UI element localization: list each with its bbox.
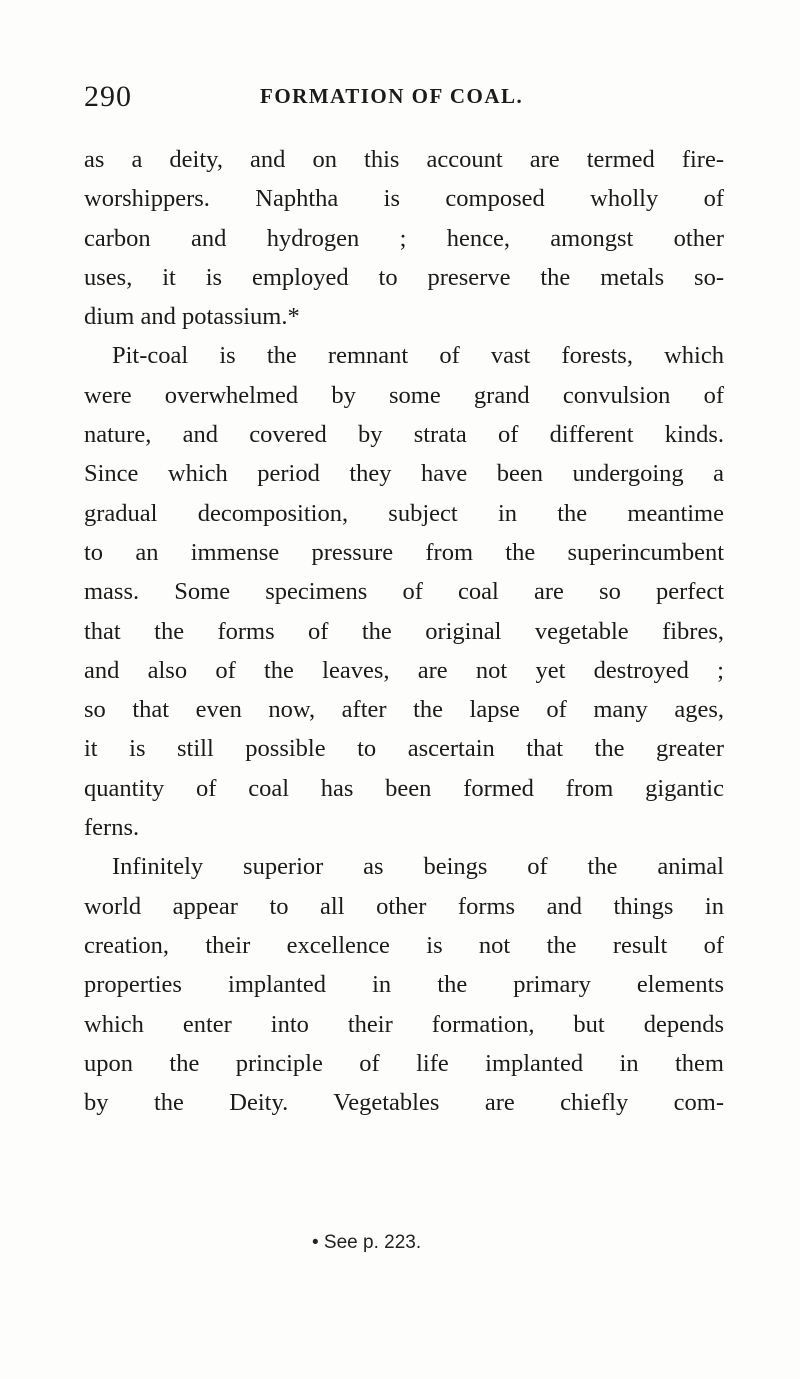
text-line: Since which period they have been undergoing a [84,460,724,488]
page-number: 290 [84,80,132,113]
text-line: ferns. [84,814,140,842]
text-line: and also of the leaves, are not yet destroyed ; [84,656,724,684]
text-line: so that even now, after the lapse of many ages, [84,696,724,724]
text-line: quantity of coal has been formed from gigantic [84,774,724,802]
text-line: dium and potassium.* [84,303,300,331]
text-line: upon the principle of life implanted in them [84,1049,724,1077]
text-line: nature, and covered by strata of different kinds. [84,421,724,449]
text-line: carbon and hydrogen ; hence, amongst other [84,224,724,252]
body-text [84,140,724,1122]
text-line: uses, it is employed to preserve the metals so- [84,263,724,291]
text-line: world appear to all other forms and things in [84,892,724,920]
text-line: it is still possible to ascertain that the greater [84,735,724,763]
text-line: by the Deity. Vegetables are chiefly com- [84,1089,724,1117]
text-line: to an immense pressure from the superincumbent [84,538,724,566]
text-line: creation, their excellence is not the result of [84,931,724,959]
text-line: worshippers. Naphtha is composed wholly of [84,185,724,213]
text-line: were overwhelmed by some grand convulsion of [84,381,724,409]
running-title: FORMATION OF COAL. [260,84,524,108]
text-line: that the forms of the original vegetable fibres, [84,617,724,645]
text-line: which enter into their formation, but depends [84,1010,724,1038]
text-line: as a deity, and on this account are termed fire- [84,146,724,173]
text-line: mass. Some specimens of coal are so perfect [84,578,724,606]
text-line: gradual decomposition, subject in the meantime [84,499,724,527]
footnote: • See p. 223. [312,1232,422,1253]
text-line: Infinitely superior as beings of the animal [112,853,724,881]
text-line: properties implanted in the primary elements [84,971,724,999]
running-head [84,80,724,112]
text-line: Pit-coal is the remnant of vast forests, which [112,342,724,370]
